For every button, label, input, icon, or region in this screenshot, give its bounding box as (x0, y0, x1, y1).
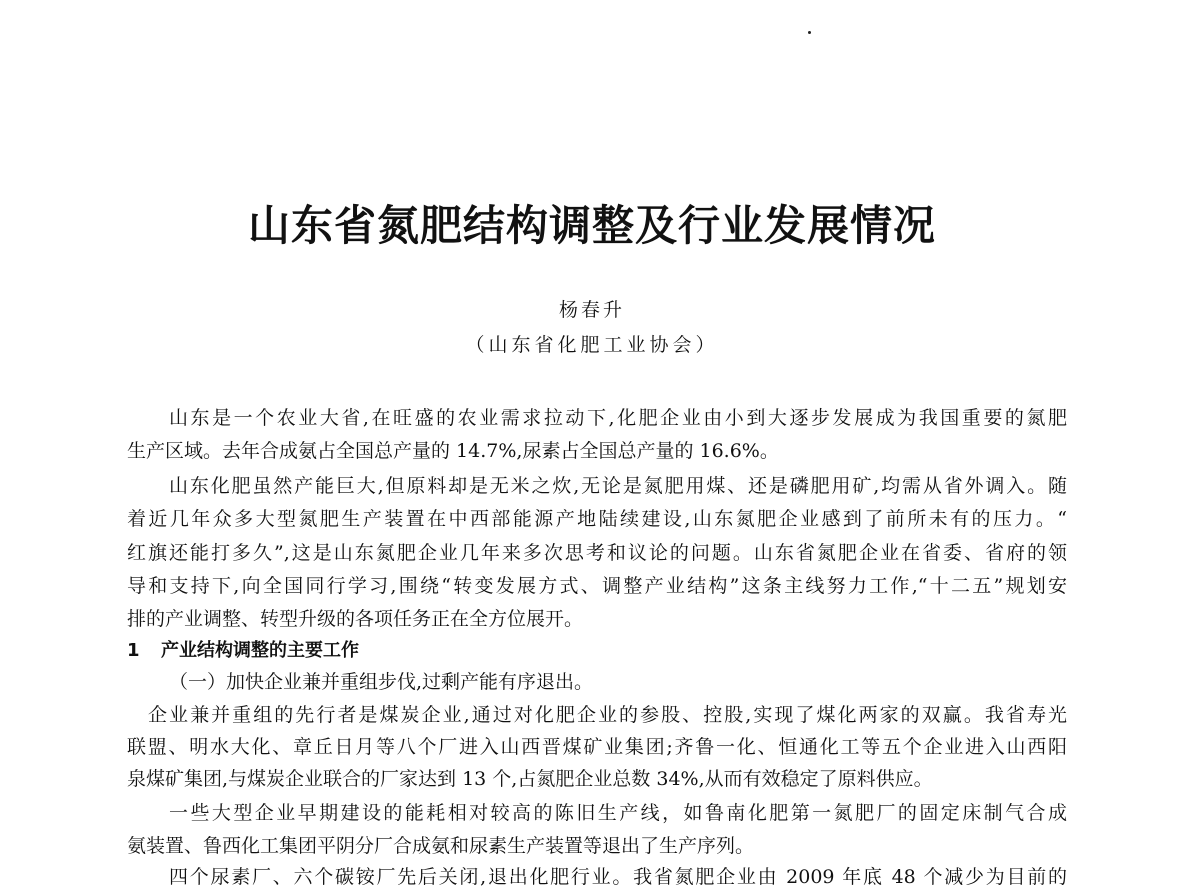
paragraph-line: 四个尿素厂、六个碳铵厂先后关闭,退出化肥行业。我省氮肥企业由 2009 年底 48 个减少为目前的 (169, 866, 1067, 888)
section-number: 1 (127, 640, 140, 661)
paragraph-line: 着近几年众多大型氮肥生产装置在中西部能源产地陆续建设,山东氮肥企业感到了前所未有的压力。“ (127, 508, 1067, 530)
paragraph-line: 生产区域。去年合成氨占全国总产量的 14.7%,尿素占全国总产量的 16.6%。 (127, 440, 779, 462)
subsection-heading: （一）加快企业兼并重组步伐,过剩产能有序退出。 (169, 671, 594, 693)
paragraph-line: 红旗还能打多久”,这是山东氮肥企业几年来多次思考和议论的问题。山东省氮肥企业在省委、省府的领 (127, 542, 1067, 564)
paragraph-line: 排的产业调整、转型升级的各项任务正在全方位展开。 (127, 608, 584, 630)
paragraph-line: 导和支持下,向全国同行学习,围绕“转变发展方式、调整产业结构”这条主线努力工作,“十二五”规划安 (127, 575, 1067, 597)
paragraph-line: 泉煤矿集团,与煤炭企业联合的厂家达到 13 个,占氮肥企业总数 34%,从而有效稳定了原料供应。 (127, 768, 933, 790)
article-title: 山东省氮肥结构调整及行业发展情况 (247, 201, 936, 250)
paragraph-line: 一些大型企业早期建设的能耗相对较高的陈旧生产线，如鲁南化肥第一氮肥厂的固定床制气合成 (169, 802, 1067, 824)
paragraph-line: 山东化肥虽然产能巨大,但原料却是无米之炊,无论是氮肥用煤、还是磷肥用矿,均需从省外调入。随 (169, 475, 1067, 497)
paragraph-line: 山东是一个农业大省,在旺盛的农业需求拉动下,化肥企业由小到大逐步发展成为我国重要的氮肥 (169, 407, 1067, 429)
section-heading (127, 635, 1067, 667)
author-name: 杨春升 (558, 299, 625, 321)
author-affiliation: （山东省化肥工业协会） (465, 334, 719, 356)
paragraph-line: 企业兼并重组的先行者是煤炭企业,通过对化肥企业的参股、控股,实现了煤化两家的双赢。我省寿光 (148, 704, 1067, 726)
section-title: 产业结构调整的主要工作 (161, 640, 359, 661)
paragraph-line: 氨装置、鲁西化工集团平阴分厂合成氨和尿素生产装置等退出了生产序列。 (127, 835, 755, 857)
scan-speck (808, 31, 811, 34)
paragraph-line: 联盟、明水大化、章丘日月等八个厂进入山西晋煤矿业集团;齐鲁一化、恒通化工等五个企业进入山西阳 (127, 736, 1067, 758)
